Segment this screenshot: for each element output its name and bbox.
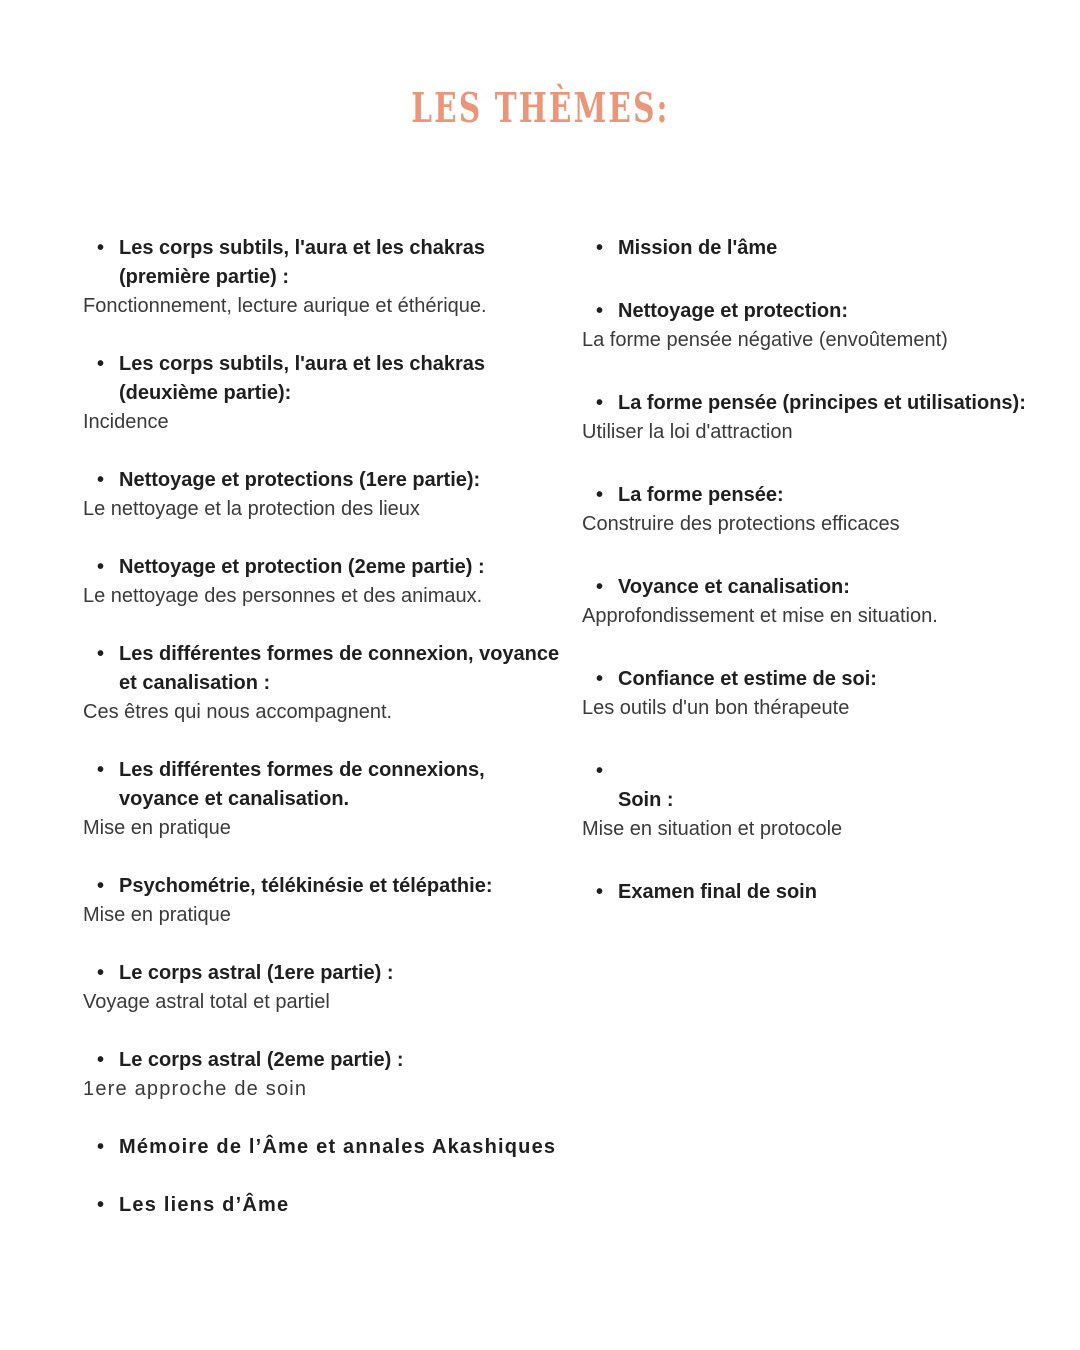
item-description: Construire des protections efficaces bbox=[582, 513, 900, 535]
bullet-icon: • bbox=[596, 576, 604, 598]
item-title-line: Mémoire de l’Âme et annales Akashiques bbox=[119, 1136, 557, 1158]
item-description: Le nettoyage des personnes et des animaux. bbox=[83, 585, 483, 607]
bullet-icon: • bbox=[596, 760, 604, 782]
item-description: Mise en pratique bbox=[83, 817, 231, 839]
item-title-line: Les différentes formes de connexion, voyance bbox=[119, 643, 560, 665]
item-title-line bbox=[618, 757, 1072, 786]
item-title-line: voyance et canalisation. bbox=[119, 788, 350, 810]
item-title bbox=[582, 878, 1072, 907]
item-title-line: Soin : bbox=[618, 789, 674, 811]
list-item bbox=[582, 481, 1072, 539]
bullet-icon: • bbox=[97, 643, 105, 665]
list-item bbox=[582, 757, 1072, 844]
list-item bbox=[83, 640, 573, 727]
item-title bbox=[582, 481, 1072, 510]
item-description: Voyage astral total et partiel bbox=[83, 991, 330, 1013]
item-description: Fonctionnement, lecture aurique et éthérique. bbox=[83, 295, 487, 317]
item-description: Incidence bbox=[83, 411, 169, 433]
list-item bbox=[83, 959, 573, 1017]
item-title-line: Le corps astral (2eme partie) : bbox=[119, 1049, 404, 1071]
item-title bbox=[83, 1046, 573, 1075]
item-title bbox=[582, 389, 1072, 418]
item-description: Mise en pratique bbox=[83, 904, 231, 926]
item-title-line: (première partie) : bbox=[119, 266, 290, 288]
list-item bbox=[582, 297, 1072, 355]
bullet-icon: • bbox=[596, 237, 604, 259]
bullet-icon: • bbox=[97, 1136, 105, 1158]
list-item bbox=[582, 234, 1072, 263]
bullet-icon: • bbox=[97, 237, 105, 259]
bullet-icon: • bbox=[97, 875, 105, 897]
item-title bbox=[582, 665, 1072, 694]
bullet-icon: • bbox=[97, 469, 105, 491]
item-title-line: Les liens d’Âme bbox=[119, 1194, 290, 1216]
item-title-line: La forme pensée: bbox=[618, 484, 784, 506]
item-title bbox=[582, 757, 1072, 815]
item-title-line: Les corps subtils, l'aura et les chakras bbox=[119, 237, 486, 259]
list-item bbox=[83, 872, 573, 930]
list-item bbox=[83, 1133, 573, 1162]
bullet-icon: • bbox=[97, 1194, 105, 1216]
item-description: Les outils d'un bon thérapeute bbox=[582, 697, 850, 719]
item-title-line: Nettoyage et protections (1ere partie): bbox=[119, 469, 481, 491]
item-description: 1ere approche de soin bbox=[83, 1078, 308, 1100]
bullet-icon: • bbox=[596, 484, 604, 506]
item-title bbox=[83, 553, 573, 582]
item-title bbox=[83, 756, 573, 814]
column-left bbox=[83, 234, 573, 1249]
item-title bbox=[83, 1133, 573, 1162]
item-title bbox=[83, 959, 573, 988]
list-item bbox=[83, 234, 573, 321]
bullet-icon: • bbox=[97, 1049, 105, 1071]
item-title bbox=[83, 234, 573, 292]
item-description: Le nettoyage et la protection des lieux bbox=[83, 498, 420, 520]
list-item bbox=[83, 553, 573, 611]
item-description: Mise en situation et protocole bbox=[582, 818, 843, 840]
bullet-icon: • bbox=[97, 759, 105, 781]
item-title bbox=[83, 1191, 573, 1220]
item-title-line: Voyance et canalisation: bbox=[618, 576, 850, 598]
item-description: Approfondissement et mise en situation. bbox=[582, 605, 938, 627]
item-title bbox=[83, 872, 573, 901]
bullet-icon: • bbox=[97, 962, 105, 984]
item-title-line: Nettoyage et protection: bbox=[618, 300, 849, 322]
bullet-icon: • bbox=[596, 392, 604, 414]
bullet-icon: • bbox=[97, 353, 105, 375]
list-item bbox=[83, 350, 573, 437]
bullet-icon: • bbox=[97, 556, 105, 578]
item-title-line: Examen final de soin bbox=[618, 881, 817, 903]
item-title-line: La forme pensée (principes et utilisations): bbox=[618, 392, 1026, 414]
list-item bbox=[582, 878, 1072, 907]
list-item bbox=[83, 1191, 573, 1220]
item-title bbox=[83, 350, 573, 408]
item-title bbox=[582, 297, 1072, 326]
page-title bbox=[0, 84, 1080, 132]
item-title-line: et canalisation : bbox=[119, 672, 271, 694]
item-title-line: Mission de l'âme bbox=[618, 237, 778, 259]
item-title-line: Nettoyage et protection (2eme partie) : bbox=[119, 556, 485, 578]
bullet-icon: • bbox=[596, 300, 604, 322]
item-title-line: Les différentes formes de connexions, bbox=[119, 759, 485, 781]
item-title-line: Confiance et estime de soi: bbox=[618, 668, 877, 690]
bullet-icon: • bbox=[596, 668, 604, 690]
item-title-line: Psychométrie, télékinésie et télépathie: bbox=[119, 875, 493, 897]
list-item bbox=[83, 756, 573, 843]
item-title bbox=[83, 640, 573, 698]
item-description: La forme pensée négative (envoûtement) bbox=[582, 329, 948, 351]
item-description: Ces êtres qui nous accompagnent. bbox=[83, 701, 393, 723]
item-title-line: Le corps astral (1ere partie) : bbox=[119, 962, 394, 984]
column-right bbox=[582, 234, 1072, 941]
list-item bbox=[582, 573, 1072, 631]
item-title-line: (deuxième partie): bbox=[119, 382, 292, 404]
list-item bbox=[582, 389, 1072, 447]
list-item bbox=[582, 665, 1072, 723]
item-title-line: Les corps subtils, l'aura et les chakras bbox=[119, 353, 486, 375]
list-item bbox=[83, 1046, 573, 1104]
item-title bbox=[582, 573, 1072, 602]
page-title-text: LES THÈMES: bbox=[410, 84, 670, 132]
item-description: Utiliser la loi d'attraction bbox=[582, 421, 793, 443]
bullet-icon: • bbox=[596, 881, 604, 903]
list-item bbox=[83, 466, 573, 524]
item-title bbox=[582, 234, 1072, 263]
item-title bbox=[83, 466, 573, 495]
